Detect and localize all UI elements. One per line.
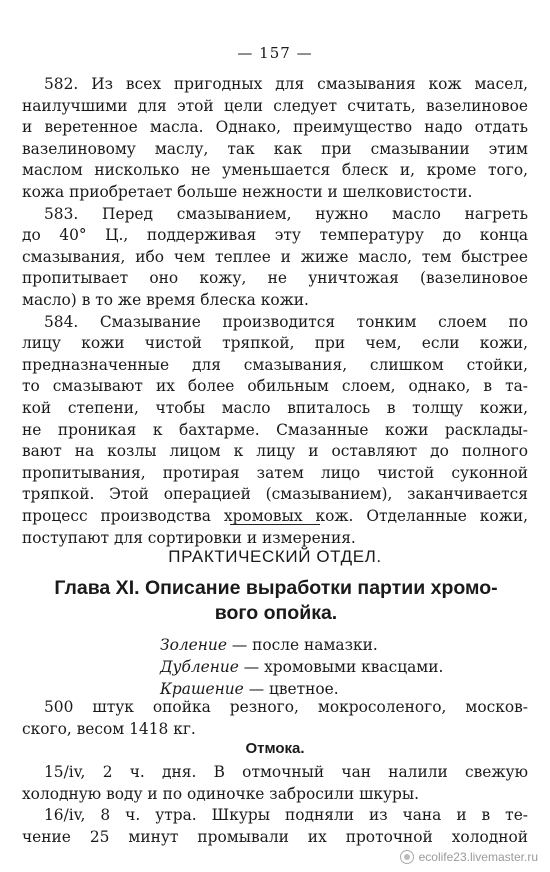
text-line: пропитывает оно кожу, не уничтожая (вазелиновое bbox=[22, 269, 528, 288]
text-line: 15/iv, 2 ч. дня. В отмочный чан налили свежую bbox=[44, 763, 528, 781]
text-line: вают на козлы лицом к лицу и оставляют до полного bbox=[22, 442, 528, 461]
text-line: лицу кожи чистой тряпкой, при чем, если кожи, bbox=[22, 334, 528, 353]
text-line: процесс производства хромовых кож. Отделанные кожи, bbox=[22, 506, 528, 525]
chapter-title bbox=[18, 576, 534, 626]
text-line: кой степени, чтобы масло впиталось в толщу кожи, bbox=[22, 398, 528, 417]
text-line: ского, весом 1418 кг. bbox=[22, 719, 196, 738]
text-line: пропитывания, протирая затем лицо чистой суконной bbox=[22, 463, 528, 482]
watermark bbox=[400, 850, 538, 864]
process-specs bbox=[160, 634, 443, 700]
batch-description bbox=[22, 697, 528, 740]
text-line: 500 штук опойка резного, мокросоленого, москов- bbox=[44, 698, 528, 716]
watermark-icon bbox=[400, 850, 414, 864]
subheading-otmoka: Отмока. bbox=[245, 740, 305, 757]
spec-value: — цветное. bbox=[243, 680, 339, 698]
paragraph-582 bbox=[22, 74, 528, 204]
text-line: масло) в то же время блеска кожи. bbox=[22, 290, 309, 309]
paragraph-583 bbox=[22, 204, 528, 312]
text-line: поступают для сортировки и измерения. bbox=[22, 528, 356, 547]
text-line: 584. Смазывание производится тонким слоем по bbox=[44, 312, 528, 331]
text-line: чение 25 минут промывали их проточной холодной bbox=[22, 827, 528, 846]
spec-value: — хромовыми квасцами. bbox=[238, 658, 444, 676]
text-line: наилучшими для этой цели следует считать, вазелиновое bbox=[22, 96, 528, 115]
text-line: не проникая к бахтарме. Смазанные кожи расклады- bbox=[22, 420, 528, 439]
text-line: вазелиновому маслу, так как при смазывании этим bbox=[22, 139, 528, 158]
text-line: предназначенные для смазывания, слишком стойки, bbox=[22, 355, 528, 374]
text-line: маслом нисколько не уменьшается блеск и, кроме того, bbox=[22, 161, 528, 180]
page-number: — 157 — bbox=[237, 44, 313, 62]
spec-label: Крашение bbox=[160, 680, 244, 698]
spec-tanning bbox=[160, 656, 443, 678]
spec-label: Дубление bbox=[160, 658, 239, 676]
spec-liming bbox=[160, 634, 443, 656]
section-title: ПРАКТИЧЕСКИЙ ОТДЕЛ. bbox=[168, 547, 382, 566]
chapter-title-line: вого опойка. bbox=[214, 602, 338, 624]
text-line: кожа приобретает больше нежности и шелковистости. bbox=[22, 182, 473, 201]
text-line: смазывания, ибо чем теплее и жиже масло, тем быстрее bbox=[22, 247, 528, 266]
spec-value: — после намазки. bbox=[226, 636, 378, 654]
text-line: холодную воду и по одиночке забросили шкуры. bbox=[22, 784, 420, 803]
watermark-text: ecolife23.livemaster.ru bbox=[418, 850, 538, 864]
chapter-title-line: Глава XI. Описание выработки партии хромо- bbox=[54, 577, 498, 599]
section-divider bbox=[230, 524, 320, 525]
text-line: тряпкой. Этой операцией (смазыванием), заканчивается bbox=[22, 485, 528, 504]
paragraph-584 bbox=[22, 312, 528, 550]
text-line: 583. Перед смазыванием, нужно масло нагреть bbox=[44, 204, 528, 223]
text-line: 582. Из всех пригодных для смазывания кож масел, bbox=[44, 75, 528, 93]
text-line: до 40° Ц., поддерживая эту температуру до конца bbox=[22, 226, 528, 245]
text-line: 16/iv, 8 ч. утра. Шкуры подняли из чана и в те- bbox=[44, 806, 528, 825]
spec-label: Золение bbox=[160, 636, 227, 654]
paragraph-otmoka bbox=[22, 762, 528, 848]
text-line: то смазывают их более обильным слоем, однако, в та- bbox=[22, 377, 528, 396]
text-line: и веретенное масла. Однако, преимущество надо отдать bbox=[22, 118, 528, 137]
